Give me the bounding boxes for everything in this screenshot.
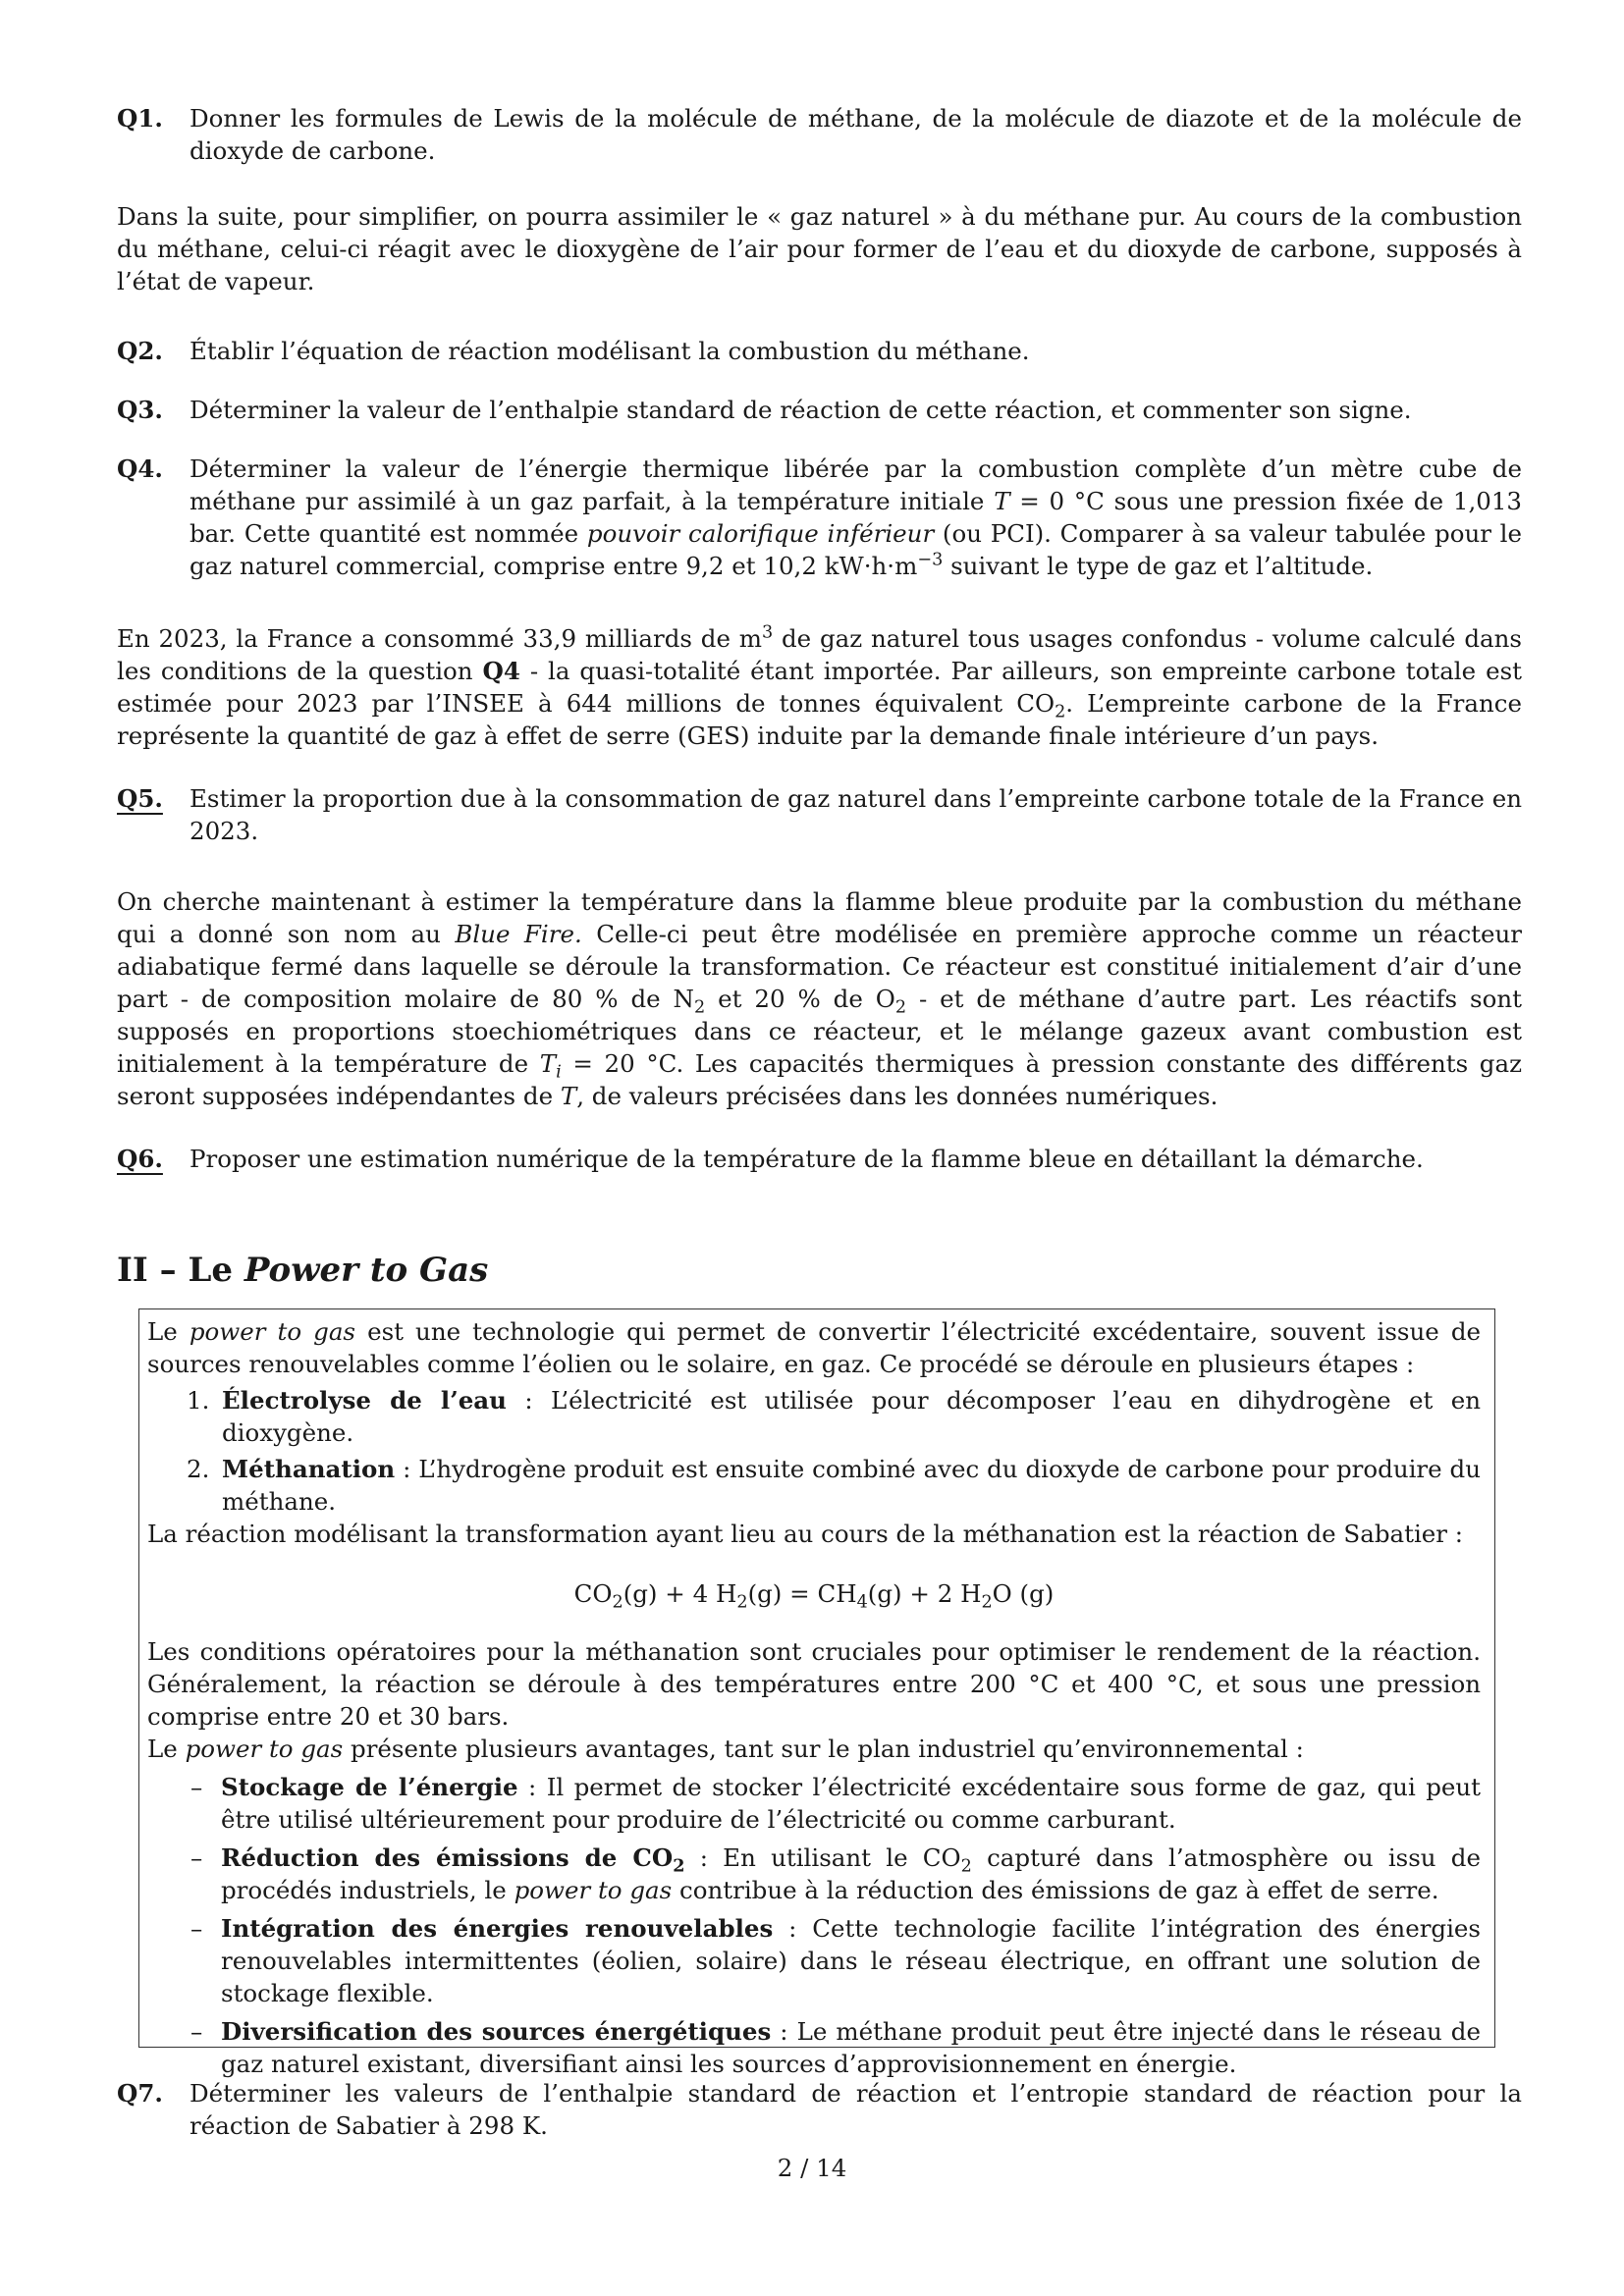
- sabatier-equation: $CO_2(g) + 4$ $H_2(g) = CH_4(g) + 2$ $H_2O$ (g): [573, 1579, 1055, 1613]
- question-text: Déterminer la valeur de l’énergie thermique libérée par la combustion complète d’un mètre cube de méthane pur assimilé à un gaz parfait, à la température initiale T = 0 °C sous une pression fixée de 1,013 bar. Cette quantité est nommée pouvoir calorifique inférieur (ou PCI). Comparer à sa valeur tabulée pour le gaz naturel commercial, comprise entre 9,2 et 10,2 $kW\cdot h\cdot m^{-3}$ suivant le type de gaz et l’altitude.: [189, 454, 1522, 580]
- question-q5: [117, 782, 1522, 847]
- question-text: Donner les formules de Lewis de la molécule de méthane, de la molécule de diazote et de la molécule de dioxyde de carbone.: [189, 104, 1522, 165]
- question-q1: [117, 102, 1522, 167]
- step-text: : L’hydrogène produit est ensuite combiné avec du dioxyde de carbone pour produire du méthane.: [222, 1455, 1481, 1516]
- box-intro: Le power to gas est une technologie qui permet de convertir l’électricité excédentaire, souvent issue de sources renouvelables comme l’éolien ou le solaire, en gaz. Ce procédé se déroule en plusieurs étapes :: [147, 1317, 1481, 1378]
- question-label: Q6.: [117, 1145, 163, 1173]
- bullet-dash: –: [190, 1843, 203, 1872]
- question-label: Q1.: [117, 104, 163, 133]
- question-q2: [117, 335, 1522, 367]
- paragraph-2023: En 2023, la France a consommé 33,9 milliards de $m^3$ de gaz naturel tous usages confondus - volume calculé dans les conditions de la question Q4 - la quasi-totalité étant importée. Par ailleurs, son empreinte carbone totale est estimée pour 2023 par l’INSEE à 644 millions de tonnes équivalent $CO_2$. L’empreinte carbone de la France représente la quantité de gaz à effet de serre (GES) induite par la demande finale intérieure d’un pays.: [117, 622, 1522, 750]
- step-number: 1.: [187, 1386, 210, 1415]
- question-label: Q3.: [117, 396, 163, 424]
- question-q3: [117, 394, 1522, 426]
- step-number: 2.: [187, 1455, 210, 1483]
- step-electrolyse: [187, 1384, 1481, 1449]
- question-text: Déterminer la valeur de l’enthalpie standard de réaction de cette réaction, et commenter son signe.: [189, 396, 1412, 424]
- sabatier-intro: La réaction modélisant la transformation ayant lieu au cours de la méthanation est la réaction de Sabatier :: [147, 1520, 1464, 1548]
- bullet-dash: –: [190, 1773, 203, 1801]
- question-label: Q7.: [117, 2079, 163, 2108]
- paragraph-gaz-naturel: Dans la suite, pour simplifier, on pourra assimiler le « gaz naturel » à du méthane pur. Au cours de la combustion du méthane, celui-ci réagit avec le dioxygène de l’air pour former de l’eau et du dioxyde de carbone, supposés à l’état de vapeur.: [117, 202, 1522, 295]
- question-q4: [117, 453, 1522, 582]
- step-text: : L’électricité est utilisée pour décomposer l’eau en dihydrogène et en dioxygène.: [222, 1386, 1481, 1447]
- question-q7: [117, 2077, 1522, 2142]
- bullet-dash: –: [190, 2017, 203, 2046]
- page-number: 2 / 14: [777, 2154, 847, 2182]
- question-text: Estimer la proportion due à la consommation de gaz naturel dans l’empreinte carbone totale de la France en 2023.: [189, 784, 1522, 845]
- advantage-diversification: – Diversification des sources énergétiques : Le méthane produit peut être injecté dans le réseau de gaz naturel existant, diversifiant ainsi les sources d’approvisionnement en énergie.: [190, 2017, 1481, 2078]
- question-text: Établir l’équation de réaction modélisant la combustion du méthane.: [189, 337, 1030, 365]
- operating-conditions: Les conditions opératoires pour la méthanation sont cruciales pour optimiser le rendement de la réaction. Généralement, la réaction se déroule à des températures entre 200 °C et 400 °C, et sous une pression comprise entre 20 et 30 bars.: [147, 1637, 1481, 1731]
- step-title: Méthanation: [222, 1455, 396, 1483]
- question-text: Déterminer les valeurs de l’enthalpie standard de réaction et l’entropie standard de réaction pour la réaction de Sabatier à 298 K.: [189, 2079, 1522, 2140]
- bullet-dash: –: [190, 1914, 203, 1943]
- advantage-stockage: – Stockage de l’énergie : Il permet de stocker l’électricité excédentaire sous forme de gaz, qui peut être utilisé ultérieurement pour produire de l’électricité ou comme carburant.: [190, 1773, 1481, 1834]
- power-to-gas-box: [138, 1308, 1495, 2078]
- question-q6: [117, 1143, 1522, 1175]
- question-text: Proposer une estimation numérique de la température de la flamme bleue en détaillant la démarche.: [189, 1145, 1424, 1173]
- paragraph-flamme: On cherche maintenant à estimer la température dans la flamme bleue produite par la combustion du méthane qui a donné son nom au Blue Fire. Celle-ci peut être modélisée en première approche comme un réacteur adiabatique fermé dans laquelle se déroule la transformation. Ce réacteur est constitué initialement d’air d’une part - de composition molaire de 80 % de $N_2$ et 20 % de $O_2$ - et de méthane d’autre part. Les réactifs sont supposés en proportions stoechiométriques dans ce réacteur, et le mélange gazeux avant combustion est initialement à la température de $T_i = 20$ °C. Les capacités thermiques à pression constante des différents gaz seront supposées indépendantes de T, de valeurs précisées dans les données numériques.: [117, 887, 1523, 1110]
- advantages-intro: Le power to gas présente plusieurs avantages, tant sur le plan industriel qu’environnemental :: [147, 1735, 1304, 1763]
- question-label: Q5.: [117, 784, 163, 813]
- step-methanation: [187, 1453, 1481, 1518]
- question-label: Q2.: [117, 337, 163, 365]
- advantage-integration: – Intégration des énergies renouvelables : Cette technologie facilite l’intégration des énergies renouvelables intermittentes (éolien, solaire) dans le réseau électrique, en offrant une solution de stockage flexible.: [190, 1914, 1481, 2007]
- question-label: Q4.: [117, 454, 163, 483]
- advantage-reduction: – Réduction des émissions de $CO_2$ : En utilisant le $CO_2$ capturé dans l’atmosphère ou issu de procédés industriels, le power to gas contribue à la réduction des émissions de gaz à effet de serre.: [190, 1843, 1481, 1904]
- section-title: II – Le Power to Gas: [117, 1251, 489, 1290]
- step-title: Électrolyse de l’eau: [222, 1386, 507, 1415]
